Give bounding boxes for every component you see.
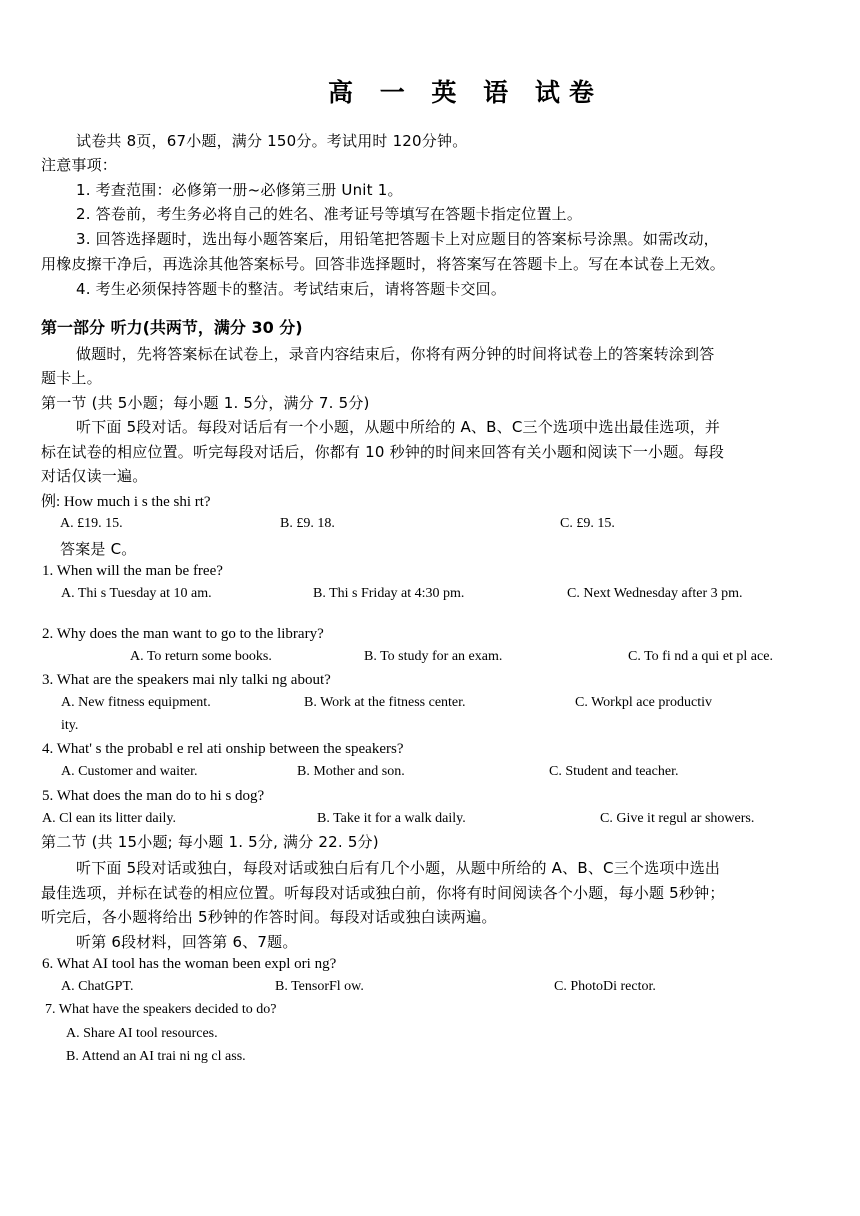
material-6-instruction: 听第 6段材料，回答第 6、7题。 [76, 933, 298, 951]
part1-intro-line-1: 做题时，先将答案标在试卷上，录音内容结束后，你将有两分钟的时间将试卷上的答案转涂到答 [76, 345, 715, 363]
q1-option-a: A. Thi s Tuesday at 10 am. [61, 586, 212, 601]
exam-intro: 试卷共 8页，67小题，满分 150分。考试用时 120分钟。 [76, 132, 468, 150]
q2-option-b: B. To study for an exam. [364, 649, 503, 664]
note-item-3-line-2: 用橡皮擦干净后，再选涂其他答案标号。回答非选择题时，将答案写在答题卡上。写在本试卷上无效。 [41, 255, 726, 273]
q5-option-c: C. Give it regul ar showers. [600, 811, 755, 826]
note-item-1: 1. 考查范围：必修第一册~必修第三册 Unit 1。 [76, 181, 403, 199]
example-answer: 答案是 C。 [60, 540, 137, 558]
question-6: 6. What AI tool has the woman been expl ori ng? [42, 956, 337, 972]
part1-intro-line-2: 题卡上。 [41, 369, 102, 387]
section2-instr-line-3: 听完后，各小题将给出 5秒钟的作答时间。每段对话或独白读两遍。 [41, 908, 497, 926]
question-4: 4. What' s the probabl e rel ati onship between the speakers? [42, 741, 404, 757]
question-3: 3. What are the speakers mai nly talki ng about? [42, 672, 331, 688]
part1-heading: 第一部分 听力(共两节，满分 30 分) [41, 318, 303, 337]
notes-heading: 注意事项： [41, 156, 118, 174]
question-7: 7. What have the speakers decided to do? [45, 1002, 277, 1017]
q6-option-b: B. TensorFl ow. [275, 979, 364, 994]
example-option-a: A. £19. 15. [60, 516, 123, 531]
section2-heading: 第二节 (共 15小题; 每小题 1. 5分, 满分 22. 5分) [41, 833, 379, 851]
q6-option-a: A. ChatGPT. [61, 979, 134, 994]
question-2: 2. Why does the man want to go to the library? [42, 626, 324, 642]
q3-option-b: B. Work at the fitness center. [304, 695, 466, 710]
q7-option-a: A. Share AI tool resources. [66, 1026, 218, 1041]
note-item-2: 2. 答卷前，考生务必将自己的姓名、准考证号等填写在答题卡指定位置上。 [76, 205, 583, 223]
q4-option-b: B. Mother and son. [297, 764, 405, 779]
section2-instr-line-1: 听下面 5段对话或独白，每段对话或独白后有几个小题，从题中所给的 A、B、C三个选项中选出 [76, 859, 721, 877]
example-option-c: C. £9. 15. [560, 516, 615, 531]
q4-option-a: A. Customer and waiter. [61, 764, 198, 779]
section1-heading: 第一节 (共 5小题；每小题 1. 5分，满分 7. 5分) [41, 394, 370, 412]
q6-option-c: C. PhotoDi rector. [554, 979, 656, 994]
page-title: 高 一 英 语 试卷 [328, 78, 603, 107]
example-question: 例: How much i s the shi rt? [41, 494, 211, 510]
q1-option-b: B. Thi s Friday at 4:30 pm. [313, 586, 465, 601]
note-item-3-line-1: 3. 回答选择题时，选出每小题答案后，用铅笔把答题卡上对应题目的答案标号涂黑。如需改动， [76, 230, 719, 248]
example-option-b: B. £9. 18. [280, 516, 335, 531]
section1-instr-line-3: 对话仅读一遍。 [41, 467, 148, 485]
section1-instr-line-1: 听下面 5段对话。每段对话后有一个小题，从题中所给的 A、B、C三个选项中选出最佳选项，并 [76, 418, 721, 436]
q3-option-c: C. Workpl ace productiv [575, 695, 713, 710]
question-5: 5. What does the man do to hi s dog? [42, 788, 265, 804]
question-1: 1. When will the man be free? [42, 563, 223, 579]
q3-option-c-wrap: ity. [61, 718, 79, 733]
section2-instr-line-2: 最佳选项，并标在试卷的相应位置。听每段对话或独白前，你将有时间阅读各个小题，每小题 5秒钟； [41, 884, 725, 902]
q2-option-a: A. To return some books. [130, 649, 272, 664]
q4-option-c: C. Student and teacher. [549, 764, 679, 779]
q3-option-a: A. New fitness equipment. [61, 695, 211, 710]
note-item-4: 4. 考生必须保持答题卡的整洁。考试结束后，请将答题卡交回。 [76, 280, 507, 298]
q5-option-a: A. Cl ean its litter daily. [42, 811, 177, 826]
q7-option-b: B. Attend an AI trai ni ng cl ass. [66, 1049, 246, 1064]
q2-option-c: C. To fi nd a qui et pl ace. [628, 649, 773, 664]
section1-instr-line-2: 标在试卷的相应位置。听完每段对话后，你都有 10 秒钟的时间来回答有关小题和阅读下一小题。每段 [41, 443, 725, 461]
q5-option-b: B. Take it for a walk daily. [317, 811, 466, 826]
q1-option-c: C. Next Wednesday after 3 pm. [567, 586, 743, 601]
